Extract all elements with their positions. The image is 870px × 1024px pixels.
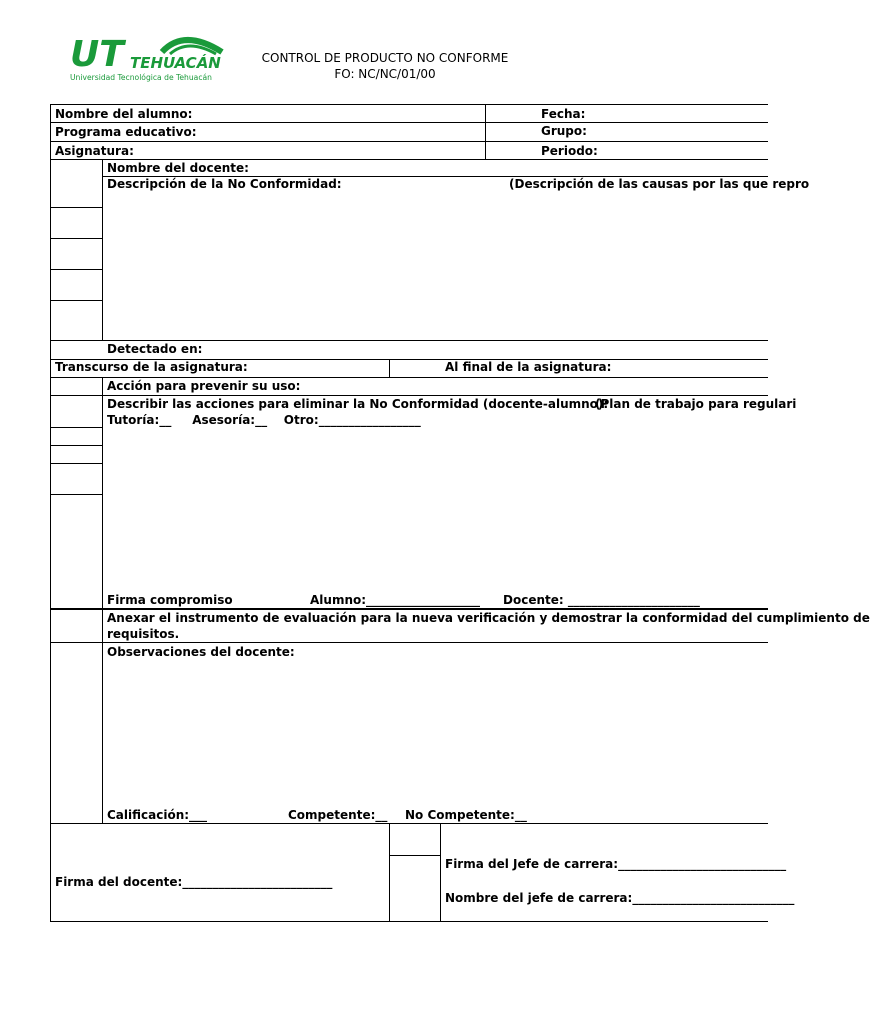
describe-actions-label: Describir las acciones para eliminar la No Conformidad (docente-alumno):: [107, 397, 609, 411]
grid-line: [50, 445, 102, 446]
grid-line: [50, 377, 768, 378]
grid-line: [50, 238, 102, 239]
commitment-signature-label: Firma compromiso: [107, 593, 233, 607]
subject-label: Asignatura:: [55, 144, 134, 158]
prevent-action-label: Acción para prevenir su uso:: [107, 379, 301, 393]
date-label: Fecha:: [541, 107, 586, 121]
grid-line: [50, 494, 102, 495]
grid-line: [50, 921, 768, 922]
grade-field: Calificación:___: [107, 808, 208, 822]
group-label: Grupo:: [541, 124, 587, 138]
grid-line: [50, 122, 768, 123]
grid-line: [50, 104, 51, 922]
grid-line: [50, 104, 768, 105]
grid-line: [50, 642, 768, 643]
grid-line: [485, 104, 486, 159]
description-hint: (Descripción de las causas por las que repro: [509, 177, 810, 191]
grid-line: [389, 855, 440, 856]
nonconformity-description-label: Descripción de la No Conformidad:: [107, 177, 342, 191]
detected-in-label: Detectado en:: [107, 342, 203, 356]
grid-line: [102, 159, 103, 340]
grid-line: [50, 823, 768, 824]
student-signature-field: Alumno:___________________: [310, 593, 481, 607]
grid-line: [50, 608, 768, 610]
head-name-field: Nombre del jefe de carrera:___________________________: [445, 891, 795, 905]
end-of-subject-label: Al final de la asignatura:: [445, 360, 612, 374]
grid-line: [50, 463, 102, 464]
logo-tehuacan-text: TEHUACÁN: [130, 54, 221, 72]
teacher-final-signature-field: Firma del docente:_________________________: [55, 875, 333, 889]
grid-line: [50, 340, 768, 341]
attach-instrument-text: Anexar el instrumento de evaluación para la nueva verificación y demostrar la conformidad del cumplimiento de: [107, 611, 870, 625]
grid-line: [50, 300, 102, 301]
grid-line: [50, 207, 102, 208]
head-signature-field: Firma del Jefe de carrera:____________________________: [445, 857, 787, 871]
not-competent-field: No Competente:__: [405, 808, 527, 822]
grid-line: [389, 359, 390, 377]
logo-ut-text: UT: [70, 34, 124, 75]
attach-instrument-text-cont: requisitos.: [107, 627, 180, 641]
support-type-options: Tutoría:__ Asesoría:__ Otro:_________________: [107, 413, 421, 427]
during-subject-label: Transcurso de la asignatura:: [55, 360, 248, 374]
period-label: Periodo:: [541, 144, 598, 158]
logo-caption-text: Universidad Tecnológica de Tehuacán: [70, 73, 212, 82]
program-label: Programa educativo:: [55, 125, 197, 139]
competent-field: Competente:__: [288, 808, 388, 822]
grid-line: [50, 395, 768, 396]
teacher-name-label: Nombre del docente:: [107, 161, 249, 175]
grid-line: [50, 269, 102, 270]
grid-line: [50, 427, 102, 428]
work-plan-hint: (Plan de trabajo para regulari: [595, 397, 797, 411]
grid-line: [50, 141, 768, 142]
grid-line: [440, 823, 441, 921]
student-name-label: Nombre del alumno:: [55, 107, 193, 121]
document-title: CONTROL DE PRODUCTO NO CONFORME: [261, 51, 509, 65]
document-code: FO: NC/NC/01/00: [334, 67, 436, 81]
grid-line: [102, 377, 103, 823]
grid-line: [50, 159, 768, 160]
grid-line: [389, 823, 390, 921]
teacher-signature-field: Docente: ______________________: [503, 593, 700, 607]
teacher-observations-label: Observaciones del docente:: [107, 645, 295, 659]
